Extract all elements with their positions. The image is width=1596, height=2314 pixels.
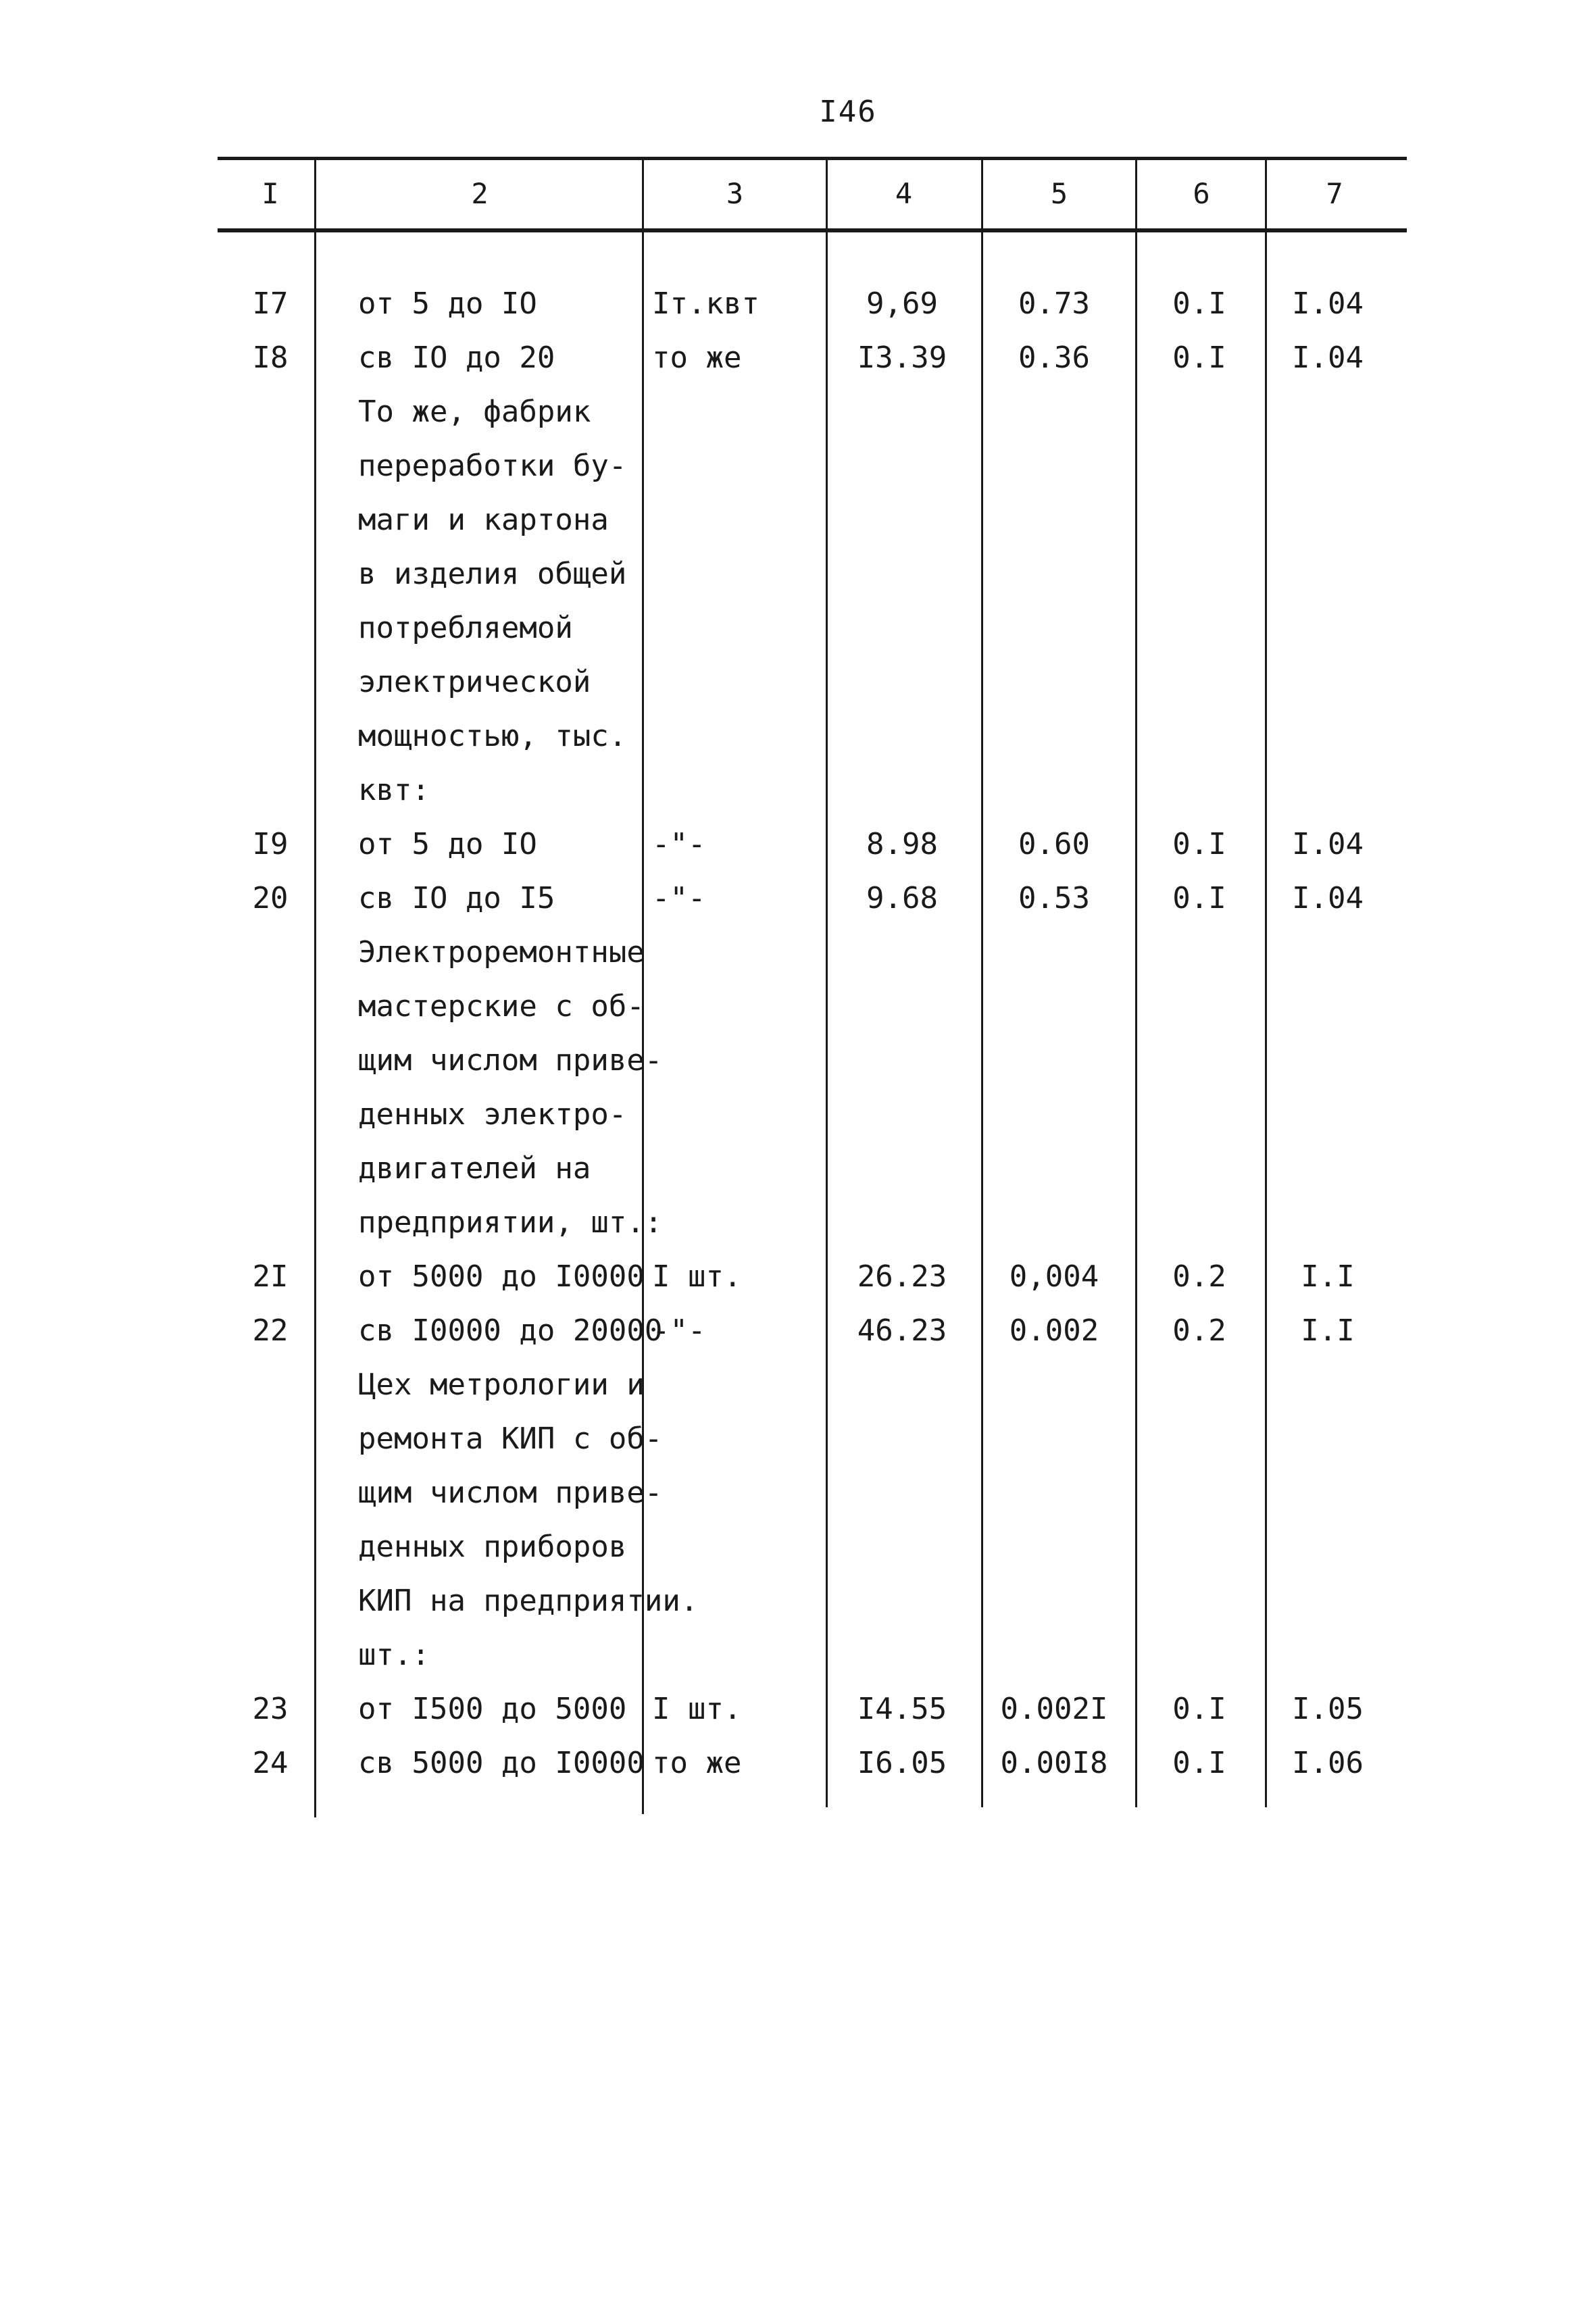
row-name: потребляемой bbox=[358, 611, 573, 645]
row-unit: I шт. bbox=[652, 1259, 742, 1294]
row-unit: то же bbox=[652, 341, 742, 375]
row-name: двигателей на bbox=[358, 1151, 591, 1186]
table-row bbox=[0, 1250, 1596, 1304]
table-header-rule bbox=[218, 228, 1407, 232]
row-col-7: I.04 bbox=[1292, 881, 1364, 915]
header-col-7: 7 bbox=[1326, 177, 1343, 210]
row-col-6: 0.I bbox=[1172, 827, 1226, 861]
row-name: денных электро- bbox=[358, 1097, 627, 1132]
row-name: КИП на предприятии. bbox=[358, 1584, 699, 1618]
header-col-2: 2 bbox=[471, 177, 489, 210]
row-unit: -"- bbox=[652, 827, 706, 861]
row-col-7: I.06 bbox=[1292, 1746, 1364, 1780]
table-row bbox=[0, 439, 1596, 493]
table-row bbox=[0, 1196, 1596, 1250]
header-col-3: 3 bbox=[726, 177, 744, 210]
row-col-6: 0.I bbox=[1172, 341, 1226, 375]
row-name: Электроремонтные bbox=[358, 935, 645, 970]
row-col-6: 0.2 bbox=[1172, 1313, 1226, 1348]
row-col-5: 0,004 bbox=[1009, 1259, 1099, 1294]
table-row bbox=[0, 1520, 1596, 1574]
row-name: св I0000 до 20000 bbox=[358, 1313, 663, 1348]
row-col-5: 0.002 bbox=[1009, 1313, 1099, 1348]
row-name: от 5000 до I0000 bbox=[358, 1259, 645, 1294]
row-col-7: I.04 bbox=[1292, 341, 1364, 375]
row-name: ремонта КИП с об- bbox=[358, 1422, 663, 1456]
row-col-5: 0.60 bbox=[1018, 827, 1090, 861]
row-unit: -"- bbox=[652, 1313, 706, 1348]
row-col-4: 9,69 bbox=[866, 286, 938, 321]
row-number: I8 bbox=[252, 341, 289, 375]
row-name: маги и картона bbox=[358, 503, 609, 537]
row-name: св 5000 до I0000 bbox=[358, 1746, 645, 1780]
row-name: в изделия общей bbox=[358, 557, 627, 591]
table-row bbox=[0, 709, 1596, 763]
row-name: денных приборов bbox=[358, 1530, 627, 1564]
row-col-5: 0.36 bbox=[1018, 341, 1090, 375]
table-top-rule bbox=[218, 157, 1407, 160]
table-row bbox=[0, 655, 1596, 709]
table-row bbox=[0, 493, 1596, 547]
row-col-5: 0.53 bbox=[1018, 881, 1090, 915]
row-col-5: 0.73 bbox=[1018, 286, 1090, 321]
row-number: 20 bbox=[252, 881, 289, 915]
row-name: мастерские с об- bbox=[358, 989, 645, 1024]
row-number: I9 bbox=[252, 827, 289, 861]
table-row bbox=[0, 385, 1596, 439]
row-col-5: 0.002I bbox=[1000, 1692, 1108, 1726]
row-number: 24 bbox=[252, 1746, 289, 1780]
table-row bbox=[0, 1034, 1596, 1088]
row-name: Цех метрологии и bbox=[358, 1367, 645, 1402]
row-number: 2I bbox=[252, 1259, 289, 1294]
table-row bbox=[0, 601, 1596, 655]
row-col-7: I.04 bbox=[1292, 286, 1364, 321]
row-name: св IO до I5 bbox=[358, 881, 555, 915]
header-col-5: 5 bbox=[1050, 177, 1068, 210]
row-col-4: I6.05 bbox=[857, 1746, 947, 1780]
row-unit: -"- bbox=[652, 881, 706, 915]
row-col-6: 0.I bbox=[1172, 1692, 1226, 1726]
row-name: мощностью, тыс. bbox=[358, 719, 627, 753]
row-col-4: I4.55 bbox=[857, 1692, 947, 1726]
row-col-7: I.I bbox=[1301, 1313, 1355, 1348]
table-row bbox=[0, 1358, 1596, 1412]
row-name: электрической bbox=[358, 665, 591, 699]
page-number: I46 bbox=[819, 95, 877, 129]
row-unit: Iт.квт bbox=[652, 286, 759, 321]
row-name: квт: bbox=[358, 773, 430, 807]
table-row bbox=[0, 763, 1596, 818]
table-row bbox=[0, 1736, 1596, 1790]
row-col-7: I.I bbox=[1301, 1259, 1355, 1294]
row-name: То же, фабрик bbox=[358, 395, 591, 429]
row-name: св IO до 20 bbox=[358, 341, 555, 375]
row-col-4: 46.23 bbox=[857, 1313, 947, 1348]
header-col-6: 6 bbox=[1193, 177, 1210, 210]
row-name: переработки бу- bbox=[358, 449, 627, 483]
row-col-4: 8.98 bbox=[866, 827, 938, 861]
table-row bbox=[0, 872, 1596, 926]
row-name: предприятии, шт.: bbox=[358, 1205, 663, 1240]
row-name: шт.: bbox=[358, 1638, 430, 1672]
row-name: щим числом приве- bbox=[358, 1043, 663, 1078]
row-col-6: 0.2 bbox=[1172, 1259, 1226, 1294]
row-col-5: 0.00I8 bbox=[1000, 1746, 1108, 1780]
table-row bbox=[0, 277, 1596, 331]
table-row bbox=[0, 980, 1596, 1034]
row-number: 23 bbox=[252, 1692, 289, 1726]
table-row bbox=[0, 1574, 1596, 1628]
table-row bbox=[0, 926, 1596, 980]
header-col-1: I bbox=[261, 177, 279, 210]
table-row bbox=[0, 1304, 1596, 1358]
row-number: 22 bbox=[252, 1313, 289, 1348]
table-row bbox=[0, 818, 1596, 872]
row-name: от 5 до IO bbox=[358, 286, 537, 321]
row-number: I7 bbox=[252, 286, 289, 321]
row-col-7: I.04 bbox=[1292, 827, 1364, 861]
row-col-6: 0.I bbox=[1172, 881, 1226, 915]
table-row bbox=[0, 1088, 1596, 1142]
header-col-4: 4 bbox=[895, 177, 913, 210]
row-col-6: 0.I bbox=[1172, 1746, 1226, 1780]
table-row bbox=[0, 331, 1596, 385]
row-col-4: I3.39 bbox=[857, 341, 947, 375]
row-name: от 5 до IO bbox=[358, 827, 537, 861]
row-col-7: I.05 bbox=[1292, 1692, 1364, 1726]
table-row bbox=[0, 1628, 1596, 1682]
row-name: от I500 до 5000 bbox=[358, 1692, 627, 1726]
row-unit: то же bbox=[652, 1746, 742, 1780]
row-unit: I шт. bbox=[652, 1692, 742, 1726]
row-col-4: 26.23 bbox=[857, 1259, 947, 1294]
row-name: щим числом приве- bbox=[358, 1476, 663, 1510]
table-row bbox=[0, 1682, 1596, 1736]
row-col-6: 0.I bbox=[1172, 286, 1226, 321]
table-row bbox=[0, 1466, 1596, 1520]
table-row bbox=[0, 1412, 1596, 1466]
table-row bbox=[0, 1142, 1596, 1196]
table-row bbox=[0, 547, 1596, 601]
row-col-4: 9.68 bbox=[866, 881, 938, 915]
